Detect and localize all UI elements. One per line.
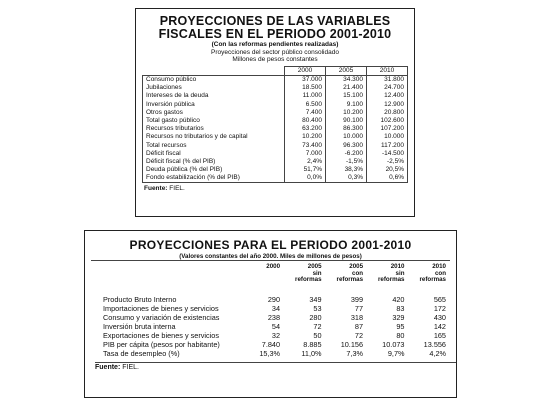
table-row xyxy=(91,350,450,359)
row-value: 80 xyxy=(396,331,405,341)
row-value: 37.000 xyxy=(285,75,326,84)
table1-title-line2: FISCALES EN EL PERIODO 2001-2010 xyxy=(158,27,392,41)
row-value: 7,3% xyxy=(346,349,364,359)
table2-source-value: FIEL. xyxy=(122,364,139,371)
row-value: -6.200 xyxy=(326,149,367,157)
row-value: 77 xyxy=(354,304,364,314)
row-value: 15,3% xyxy=(259,349,281,359)
row-value: 21.400 xyxy=(326,84,367,92)
row-value: 10.000 xyxy=(326,133,367,141)
table-row xyxy=(143,149,408,157)
row-label: Intereses de la deuda xyxy=(143,92,285,100)
row-value: 7.840 xyxy=(261,340,281,350)
row-value: 107.200 xyxy=(367,125,408,133)
row-value: 20.800 xyxy=(367,108,408,116)
row-label: Consumo público xyxy=(143,75,285,84)
table-row xyxy=(143,141,408,149)
table1-title-line1: PROYECCIONES DE LAS VARIABLES xyxy=(159,14,391,28)
row-label: Recursos tributarios xyxy=(143,125,285,133)
row-label: Producto Bruto Interno xyxy=(103,295,177,305)
table-row xyxy=(143,100,408,108)
row-value: 102.600 xyxy=(367,116,408,124)
row-value: 10.073 xyxy=(382,340,405,350)
row-value: 13.556 xyxy=(423,340,446,350)
table-row xyxy=(143,174,408,183)
row-value: 54 xyxy=(271,322,281,332)
row-label: Consumo y variación de existencias xyxy=(103,313,220,323)
period-projections-table-box xyxy=(84,230,457,398)
row-value: 11.000 xyxy=(285,92,326,100)
row-value: 87 xyxy=(354,322,364,332)
row-value: 9.100 xyxy=(326,100,367,108)
table-row xyxy=(91,291,450,305)
row-value: 72 xyxy=(354,331,364,341)
table1-header-empty xyxy=(143,66,285,75)
row-value: 15.100 xyxy=(326,92,367,100)
row-value: 53 xyxy=(313,304,322,314)
table1-source-label: Fuente: xyxy=(144,184,168,192)
table1-note-units: Millones de pesos constantes xyxy=(232,56,318,63)
row-value: -2,5% xyxy=(367,157,408,165)
row-value: 280 xyxy=(309,313,322,323)
table2-header-row xyxy=(91,261,450,292)
row-value: 399 xyxy=(350,295,364,305)
row-label: Recursos no tributarios y de capital xyxy=(143,133,285,141)
row-label: Deuda pública (% del PIB) xyxy=(143,166,285,174)
row-label: Jubilaciones xyxy=(143,84,285,92)
row-value: 10.200 xyxy=(326,108,367,116)
table1-source xyxy=(144,185,414,192)
table2-header-empty xyxy=(91,261,245,292)
row-value: 4,2% xyxy=(429,349,446,359)
row-value: 165 xyxy=(433,331,446,341)
row-value: 10.156 xyxy=(340,340,364,350)
table-row xyxy=(143,116,408,124)
row-value: 420 xyxy=(392,295,405,305)
row-value: 10.000 xyxy=(367,133,408,141)
row-value: 63.200 xyxy=(285,125,326,133)
table1-col-header: 2005 xyxy=(326,66,367,75)
row-value: 430 xyxy=(433,313,446,323)
row-value: 0,6% xyxy=(367,174,408,183)
row-value: 2,4% xyxy=(285,157,326,165)
row-value: 34.300 xyxy=(326,75,367,84)
row-value: -14.500 xyxy=(367,149,408,157)
row-value: 11,0% xyxy=(301,349,322,359)
table-row xyxy=(143,75,408,84)
row-label: PIB per cápita (pesos por habitante) xyxy=(103,340,220,350)
table-row xyxy=(143,166,408,174)
row-value: 24.700 xyxy=(367,84,408,92)
table2-subtitle: (Valores constantes del año 2000. Miles de millones de pesos) xyxy=(179,253,362,260)
row-value: 9,7% xyxy=(387,349,405,359)
row-value: 80.400 xyxy=(285,116,326,124)
row-value: 18.500 xyxy=(285,84,326,92)
row-value: 290 xyxy=(267,295,281,305)
row-value: 51,7% xyxy=(285,166,326,174)
row-value: 96.300 xyxy=(326,141,367,149)
row-value: 90.100 xyxy=(326,116,367,124)
row-label: Fondo estabilización (% del PIB) xyxy=(143,174,285,183)
row-value: 117.200 xyxy=(367,141,408,149)
row-value: 32 xyxy=(271,331,281,341)
table2-title: PROYECCIONES PARA EL PERIODO 2001-2010 xyxy=(129,238,412,252)
row-label: Exportaciones de bienes y servicios xyxy=(103,331,219,341)
row-value: 318 xyxy=(350,313,364,323)
row-value: 349 xyxy=(309,295,322,305)
row-label: Déficit fiscal (% del PIB) xyxy=(143,157,285,165)
table2-source-label: Fuente: xyxy=(95,364,121,371)
row-value: 8.885 xyxy=(303,340,322,350)
fiscal-projections-table-box xyxy=(135,8,415,217)
row-label: Total recursos xyxy=(143,141,285,149)
table-row xyxy=(143,133,408,141)
table-row xyxy=(143,108,408,116)
row-label: Importaciones de bienes y servicios xyxy=(103,304,219,314)
table2-col-header: 2010 sin reformas xyxy=(378,263,405,284)
table2-grid xyxy=(91,260,450,359)
row-label: Total gasto público xyxy=(143,116,285,124)
row-value: 10.200 xyxy=(285,133,326,141)
row-value: 20,5% xyxy=(367,166,408,174)
table1-note-sector: Proyecciones del sector público consolidado xyxy=(211,48,339,56)
row-value: 0,3% xyxy=(326,174,367,183)
table-row xyxy=(143,92,408,100)
row-value: 565 xyxy=(433,295,446,305)
table1-source-value: FIEL. xyxy=(169,184,185,192)
table-row xyxy=(143,125,408,133)
row-value: 7.400 xyxy=(285,108,326,116)
row-value: 238 xyxy=(267,313,281,323)
row-value: 31.800 xyxy=(367,75,408,84)
row-value: 72 xyxy=(313,322,322,332)
table-row xyxy=(143,84,408,92)
table1-title xyxy=(136,15,414,41)
table1-col-header: 2000 xyxy=(285,66,326,75)
row-value: 50 xyxy=(313,331,322,341)
table2-body xyxy=(91,291,450,359)
row-value: 73.400 xyxy=(285,141,326,149)
table2-col-header: 2005 sin reformas xyxy=(295,263,322,284)
table2-col-header: 2000 xyxy=(266,263,281,270)
row-value: 83 xyxy=(396,304,405,314)
table1-body xyxy=(143,75,408,182)
row-value: 7.000 xyxy=(285,149,326,157)
row-value: 12.400 xyxy=(367,92,408,100)
table1-subtitle: (Con las reformas pendientes realizadas) xyxy=(211,41,339,48)
table1-col-header: 2010 xyxy=(367,66,408,75)
row-value: 86.300 xyxy=(326,125,367,133)
table2-col-header: 2005 con reformas xyxy=(336,263,364,284)
row-label: Inversión pública xyxy=(143,100,285,108)
row-value: 0,0% xyxy=(285,174,326,183)
table2-source xyxy=(95,362,456,371)
row-label: Déficit fiscal xyxy=(143,149,285,157)
row-value: 95 xyxy=(396,322,405,332)
row-value: 38,3% xyxy=(326,166,367,174)
row-value: 6.500 xyxy=(285,100,326,108)
row-value: 12.900 xyxy=(367,100,408,108)
row-value: 34 xyxy=(271,304,281,314)
table1-header-row xyxy=(143,66,408,75)
table2-col-header: 2010 con reformas xyxy=(419,263,446,284)
row-value: -1,5% xyxy=(326,157,367,165)
row-value: 329 xyxy=(392,313,405,323)
row-value: 142 xyxy=(433,322,446,332)
row-label: Inversión bruta interna xyxy=(103,322,176,332)
row-label: Tasa de desempleo (%) xyxy=(103,349,180,359)
table-row xyxy=(143,157,408,165)
row-label: Otros gastos xyxy=(143,108,285,116)
table1-grid xyxy=(142,66,408,183)
row-value: 172 xyxy=(433,304,446,314)
